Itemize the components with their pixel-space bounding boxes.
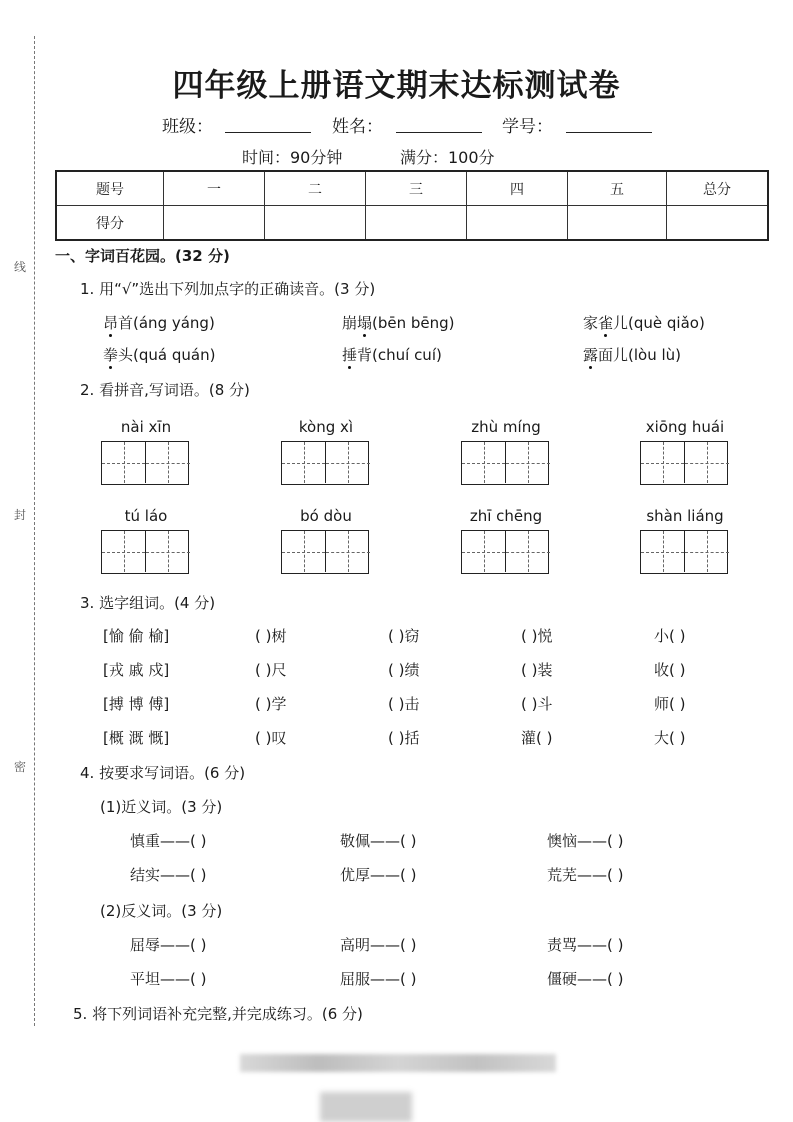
synonym-item[interactable]: 敬佩——( ) [340, 832, 417, 850]
pinyin-label: zhī chēng [469, 507, 543, 525]
score-table-row [56, 206, 768, 241]
writing-grid[interactable] [281, 441, 369, 485]
score-header-cell: 题号 [56, 171, 164, 206]
writing-grid[interactable] [461, 441, 549, 485]
writing-grid[interactable] [640, 441, 728, 485]
blurred-page-number [320, 1092, 412, 1122]
antonym-item[interactable]: 责骂——( ) [547, 936, 624, 954]
section-1-title: 一、字词百花园。(32 分) [55, 247, 230, 265]
writing-grid[interactable] [640, 530, 728, 574]
score-cell[interactable] [366, 206, 467, 241]
pinyin-label: zhù míng [471, 418, 541, 436]
writing-grid[interactable] [461, 530, 549, 574]
blurred-footer [240, 1054, 556, 1072]
q4-antonym-title: (2)反义词。(3 分) [100, 902, 223, 920]
pinyin-label: xiōng huái [645, 418, 725, 436]
score-header-cell: 五 [568, 171, 667, 206]
q3-blank[interactable]: 灌( ) [521, 729, 553, 747]
pinyin-label: nài xīn [120, 418, 172, 436]
score-cell[interactable] [164, 206, 265, 241]
q3-blank[interactable]: ( )叹 [255, 729, 287, 747]
full-score: 满分：100分 [400, 148, 495, 167]
q3-blank[interactable]: ( )装 [521, 661, 553, 679]
class-field[interactable] [225, 132, 311, 133]
exam-time: 时间：90分钟 [242, 148, 343, 167]
antonym-item[interactable]: 高明——( ) [340, 936, 417, 954]
q1-item: 家雀儿(què qiǎo) [583, 314, 705, 332]
pinyin-label: kòng xì [298, 418, 354, 436]
class-label: 班级： [162, 117, 213, 137]
number-label: 学号： [502, 117, 553, 137]
margin-char-feng: 封 [14, 508, 27, 522]
name-field[interactable] [396, 132, 482, 133]
q3-blank[interactable]: ( )树 [255, 627, 287, 645]
q3-blank[interactable]: ( )括 [388, 729, 420, 747]
writing-grid[interactable] [101, 530, 189, 574]
pinyin-label: bó dòu [300, 507, 352, 525]
score-header-cell: 四 [467, 171, 568, 206]
pinyin-label: tú láo [124, 507, 168, 525]
q3-blank[interactable]: 大( ) [654, 729, 686, 747]
q3-blank[interactable]: 小( ) [654, 627, 686, 645]
q1-item: 拳头(quá quán) [103, 346, 216, 364]
q4-title: 4. 按要求写词语。(6 分) [80, 764, 246, 782]
score-cell[interactable] [467, 206, 568, 241]
q3-char-group: [愉 偷 榆] [103, 627, 170, 645]
synonym-item[interactable]: 结实——( ) [130, 866, 207, 884]
q1-title: 1. 用“√”选出下列加点字的正确读音。(3 分) [80, 280, 376, 298]
score-header-cell: 三 [366, 171, 467, 206]
score-row-label: 得分 [56, 206, 164, 241]
q3-blank[interactable]: ( )绩 [388, 661, 420, 679]
q3-blank[interactable]: 收( ) [654, 661, 686, 679]
q2-title: 2. 看拼音,写词语。(8 分) [80, 381, 250, 399]
q1-item: 捶背(chuí cuí) [342, 346, 442, 364]
q3-blank[interactable]: ( )悦 [521, 627, 553, 645]
q3-blank[interactable]: ( )击 [388, 695, 420, 713]
q1-item: 露面儿(lòu lù) [583, 346, 682, 364]
margin-char-xian: 线 [14, 260, 27, 274]
antonym-item[interactable]: 僵硬——( ) [547, 970, 624, 988]
name-label: 姓名： [332, 117, 383, 137]
q3-char-group: [戎 戚 戍] [103, 661, 170, 679]
q3-blank[interactable]: ( )尺 [255, 661, 287, 679]
writing-grid[interactable] [101, 441, 189, 485]
score-header-cell: 二 [265, 171, 366, 206]
antonym-item[interactable]: 平坦——( ) [130, 970, 207, 988]
q3-blank[interactable]: ( )学 [255, 695, 287, 713]
score-cell[interactable] [667, 206, 769, 241]
antonym-item[interactable]: 屈服——( ) [340, 970, 417, 988]
score-cell[interactable] [568, 206, 667, 241]
writing-grid[interactable] [281, 530, 369, 574]
pinyin-label: shàn liáng [646, 507, 724, 525]
q4-synonym-title: (1)近义词。(3 分) [100, 798, 223, 816]
synonym-item[interactable]: 优厚——( ) [340, 866, 417, 884]
score-cell[interactable] [265, 206, 366, 241]
score-table [55, 170, 769, 241]
q3-blank[interactable]: ( )斗 [521, 695, 553, 713]
number-field[interactable] [566, 132, 652, 133]
q3-title: 3. 选字组词。(4 分) [80, 594, 216, 612]
score-header-cell: 一 [164, 171, 265, 206]
score-header-cell: 总分 [667, 171, 769, 206]
page-title: 四年级上册语文期末达标测试卷 [172, 68, 621, 104]
margin-char-mi: 密 [14, 760, 27, 774]
q3-char-group: [概 溉 慨] [103, 729, 170, 747]
synonym-item[interactable]: 慎重——( ) [130, 832, 207, 850]
q3-blank[interactable]: ( )窃 [388, 627, 420, 645]
synonym-item[interactable]: 荒芜——( ) [547, 866, 624, 884]
q3-blank[interactable]: 师( ) [654, 695, 686, 713]
antonym-item[interactable]: 屈辱——( ) [130, 936, 207, 954]
q1-item: 崩塌(bēn bēng) [342, 314, 455, 332]
synonym-item[interactable]: 懊恼——( ) [547, 832, 624, 850]
q5-title: 5. 将下列词语补充完整,并完成练习。(6 分) [73, 1005, 363, 1023]
q3-char-group: [搏 博 傅] [103, 695, 170, 713]
score-table-header-row [56, 171, 768, 206]
q1-item: 昂首(áng yáng) [103, 314, 215, 332]
binding-margin-line [34, 36, 35, 1026]
